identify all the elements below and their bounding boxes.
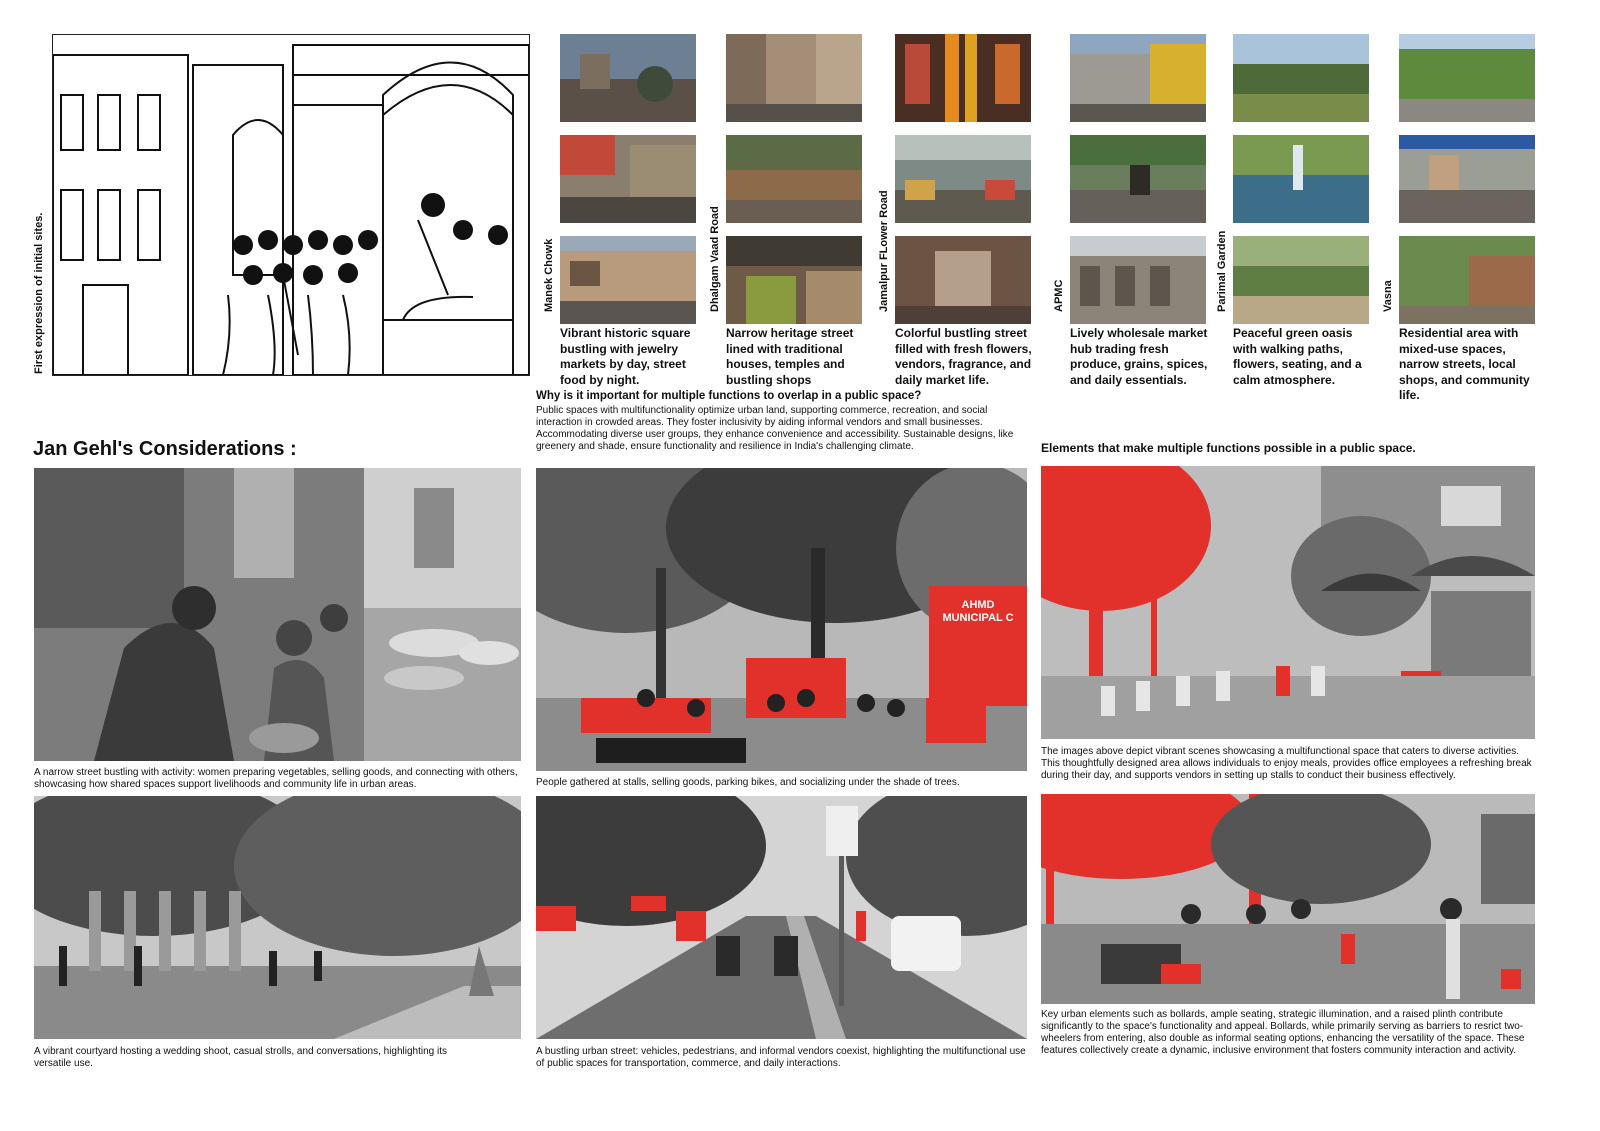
heading-elements: Elements that make multiple functions possible in a public space.	[1041, 441, 1416, 455]
caption-stalls: People gathered at stalls, selling goods, parking bikes, and socializing under the shade of trees.	[536, 777, 960, 788]
site-name-manek-chowk: Manek Chowk	[543, 238, 555, 312]
site-photo-vasna-1	[1399, 34, 1535, 122]
caption-courtyard: A vibrant courtyard hosting a wedding shoot, casual strolls, and conversations, highlighting its versatile use.	[34, 1046, 448, 1069]
site-photo-dhalgam-1	[726, 34, 862, 122]
site-name-jamalpur: Jamalpur FLower Road	[878, 190, 890, 312]
photo-street-women	[34, 468, 521, 761]
site-photo-manek-chowk-1	[560, 34, 696, 122]
site-photo-vasna-2	[1399, 135, 1535, 223]
sketch-initial-sites	[52, 34, 530, 376]
site-name-vasna: Vasna	[1382, 280, 1394, 312]
site-desc-vasna: Residential area with mixed-use spaces, narrow streets, local shops, and community life.	[1399, 326, 1530, 402]
site-photo-parimal-3	[1233, 236, 1369, 324]
photo-vendors	[1041, 466, 1535, 739]
site-photo-apmc-1	[1070, 34, 1206, 122]
photo-stalls	[536, 468, 1027, 771]
sketch-label: First expression of initial sites.	[33, 212, 45, 374]
site-desc-jamalpur: Colorful bustling street filled with fresh flowers, vendors, fragrance, and daily market life.	[895, 326, 1032, 387]
site-photo-dhalgam-3	[726, 236, 862, 324]
photo-road	[536, 796, 1027, 1039]
site-desc-apmc: Lively wholesale market hub trading fresh produce, grains, spices, and daily essentials.	[1070, 326, 1208, 387]
site-photo-apmc-2	[1070, 135, 1206, 223]
heading-jan-gehl: Jan Gehl's Considerations :	[33, 438, 297, 460]
caption-elements: Key urban elements such as bollards, ample seating, strategic illumination, and a raised plinth contribute significantly to the space's functionality and appeal. Bollards, while primarily serving as barriers to resrict two-wheelers from entering, also double as informal seating options, enhancing the versatility of the space. These features collectively create a dynamic, inclusive environment that fosters community interaction and activity.	[1041, 1009, 1525, 1056]
site-desc-dhalgam: Narrow heritage street lined with traditional houses, temples and bustling shops	[726, 326, 854, 387]
photo-courtyard	[34, 796, 521, 1039]
site-photo-dhalgam-2	[726, 135, 862, 223]
site-name-apmc: APMC	[1053, 279, 1065, 312]
site-photo-jamalpur-1	[895, 34, 1031, 122]
site-photo-manek-chowk-2	[560, 135, 696, 223]
site-photo-manek-chowk-3	[560, 236, 696, 324]
site-photo-parimal-1	[1233, 34, 1369, 122]
site-desc-parimal: Peaceful green oasis with walking paths, flowers, seating, and a calm atmosphere.	[1233, 326, 1362, 387]
site-desc-manek-chowk: Vibrant historic square bustling with jewelry markets by day, street food by night.	[560, 326, 691, 387]
caption-street-women: A narrow street bustling with activity: women preparing vegetables, selling goods, and connecting with others, showcasing how shared spaces support livelihoods and community life in urban areas.	[34, 767, 518, 790]
site-name-dhalgam: Dhalgam Vaad Road	[709, 206, 721, 312]
site-photo-jamalpur-2	[895, 135, 1031, 223]
question-title: Why is it important for multiple functions to overlap in a public space?	[536, 390, 922, 402]
site-name-parimal: Parimal Garden	[1216, 230, 1228, 312]
photo-elements	[1041, 794, 1535, 1004]
site-photo-apmc-3	[1070, 236, 1206, 324]
site-photo-jamalpur-3	[895, 236, 1031, 324]
caption-vendors: The images above depict vibrant scenes showcasing a multifunctional space that caters to diverse activities. This thoughtfully designed area allows individuals to enjoy meals, provides office employees a refreshing break during their day, and supports vendors in setting up stalls to conduct their business effectively.	[1041, 746, 1532, 781]
site-photo-parimal-2	[1233, 135, 1369, 223]
question-body: Public spaces with multifunctionality optimize urban land, supporting commerce, recreation, and social interaction in crowded areas. They foster inclusivity by aiding informal vendors and small businesses. Accommodating diverse user groups, they enhance convenience and accessibility. Sustainable designs, like greenery and shade, ensure functionality and resilience in India's challenging climate.	[536, 405, 1014, 452]
question-block	[536, 390, 1028, 453]
municipal-sign-text: AHMD MUNICIPAL C	[942, 599, 1014, 624]
caption-road: A bustling urban street: vehicles, pedestrians, and informal vendors coexist, highlighting the multifunctional use of public spaces for transportation, commerce, and daily interactions.	[536, 1046, 1026, 1069]
site-photo-vasna-3	[1399, 236, 1535, 324]
